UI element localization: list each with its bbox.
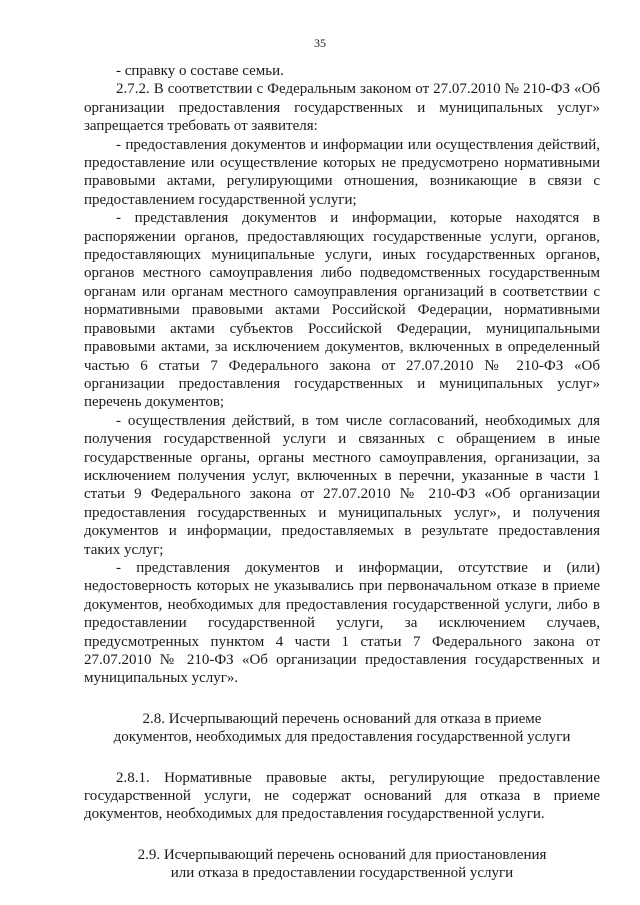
paragraph-provision-documents: - предоставления документов и информации или осуществления действий, предоставление или осуществление которых не предусмотрено нормативными правовыми актами, регулирующими отношения, возникающие в связи с предоставлением государственной услуги; <box>84 136 600 208</box>
spacer <box>84 824 600 846</box>
paragraph-2-7-2: 2.7.2. В соответствии с Федеральным законом от 27.07.2010 № 210-ФЗ «Об организации предоставления государственных и муниципальных услуг» запрещается требовать от заявителя: <box>84 81 600 135</box>
paragraph-initial-refusal: - представления документов и информации, отсутствие и (или) недостоверность которых не указывались при первоначальном отказе в приеме документов, необходимых для предоставления государственной услуги, либо в предоставлении государственной услуги, за исключением случаев, предусмотренных пунктом 4 части 1 статьи 7 Федерального закона от 27.07.2010 № 210-ФЗ «Об организации предоставления государственных и муниципальных услуг». <box>84 559 600 687</box>
spacer <box>84 688 600 710</box>
paragraph-presentation-documents: - представления документов и информации, которые находятся в распоряжении органов, предоставляющих государственные услуги, органов, предоставляющих муниципальные услуги, иных государственных органов, органов местного самоуправления либо подведомственных государственным органам или органам местного самоуправления организаций в соответствии с нормативными правовыми актами Российской Федерации, нормативными правовыми актами субъектов Российской Федерации, муниципальными правовыми актами, за исключением документов, включенных в определенный частью 6 статьи 7 Федерального закона от 27.07.2010 № 210-ФЗ «Об организации предоставления государственных и муниципальных услуг» перечень документов; <box>84 210 600 411</box>
paragraph-actions-approvals: - осуществления действий, в том числе согласований, необходимых для получения государственной услуги и связанных с обращением в иные государственные органы, органы местного самоуправления, организации, за исключением получения услуг, включенных в перечни, указанные в части 1 статьи 9 Федерального закона от 27.07.2010 № 210-ФЗ «Об организации предоставления государственных и муниципальных услуг», и получения документов и информации, предоставляемых в результате предоставления таких услуг; <box>84 412 600 558</box>
page-number: 35 <box>314 36 326 50</box>
heading-2-9-line-1: 2.9. Исчерпывающий перечень оснований для приостановления <box>137 846 547 863</box>
paragraph-family-certificate: - справку о составе семьи. <box>116 63 284 79</box>
document-body <box>84 62 600 883</box>
heading-2-8-line-1: 2.8. Исчерпывающий перечень оснований для отказа в приеме <box>142 710 542 727</box>
heading-2-8-line-2: документов, необходимых для предоставления государственной услуги <box>113 729 571 746</box>
paragraph-2-8-1: 2.8.1. Нормативные правовые акты, регулирующие предоставление государственной услуги, не содержат оснований для отказа в приеме документов, необходимых для предоставления государственной услуги. <box>84 769 600 823</box>
heading-2-9-line-2: или отказа в предоставлении государственной услуги <box>170 865 514 882</box>
spacer <box>84 747 600 769</box>
